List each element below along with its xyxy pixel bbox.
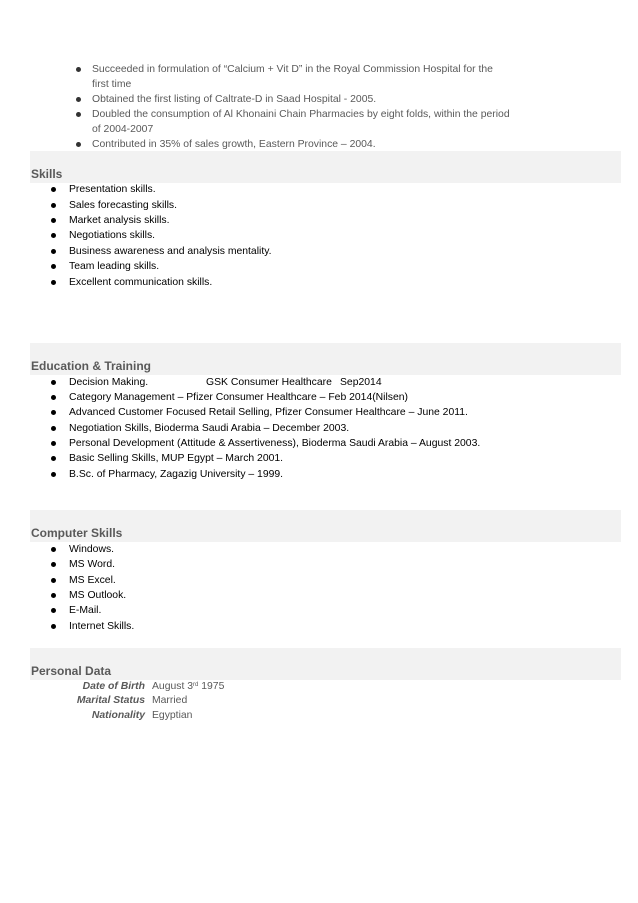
list-item: Personal Development (Attitude & Assertiveness), Bioderma Saudi Arabia – August 2003. xyxy=(69,438,481,449)
list-item: B.Sc. of Pharmacy, Zagazig University – 1999. xyxy=(69,469,284,480)
marital-status-value: Married xyxy=(152,695,188,706)
bullet-icon xyxy=(76,112,81,117)
bullet-icon xyxy=(51,472,56,477)
bullet-icon xyxy=(51,203,56,208)
list-item: Windows. xyxy=(69,544,115,555)
experience-item-line: Doubled the consumption of Al Khonaini Chain Pharmacies by eight folds, within the period xyxy=(92,109,510,120)
personal-data-section-band xyxy=(30,648,621,680)
bullet-icon xyxy=(51,456,56,461)
bullet-icon xyxy=(51,395,56,400)
bullet-icon xyxy=(51,441,56,446)
list-item: Excellent communication skills. xyxy=(69,277,213,288)
bullet-icon xyxy=(51,578,56,583)
nationality-value: Egyptian xyxy=(152,710,193,721)
list-item: Basic Selling Skills, MUP Egypt – March 2001. xyxy=(69,453,284,464)
bullet-icon xyxy=(76,67,81,72)
bullet-icon xyxy=(51,426,56,431)
marital-status-label: Marital Status xyxy=(76,695,145,706)
list-item: E-Mail. xyxy=(69,605,102,616)
experience-item-line: Obtained the first listing of Caltrate-D in Saad Hospital - 2005. xyxy=(92,94,377,105)
list-item: Advanced Customer Focused Retail Selling, Pfizer Consumer Healthcare – June 2011. xyxy=(69,407,468,418)
experience-item-line: first time xyxy=(92,79,132,90)
date-of-birth-year: 1975 xyxy=(201,681,225,692)
list-item: Sales forecasting skills. xyxy=(69,200,177,211)
bullet-icon xyxy=(51,593,56,598)
bullet-icon xyxy=(51,264,56,269)
date-of-birth-suffix: rd xyxy=(193,682,199,688)
education-date: Sep2014 xyxy=(340,377,382,388)
experience-item-line: Succeeded in formulation of “Calcium + Vit D” in the Royal Commission Hospital for the xyxy=(92,64,493,75)
list-item: MS Word. xyxy=(69,559,115,570)
bullet-icon xyxy=(76,97,81,102)
bullet-icon xyxy=(51,410,56,415)
list-item: MS Excel. xyxy=(69,575,116,586)
list-item: Category Management – Pfizer Consumer Healthcare – Feb 2014(Nilsen) xyxy=(69,392,409,403)
experience-item-line: Contributed in 35% of sales growth, Eastern Province – 2004. xyxy=(92,139,376,150)
date-of-birth-label: Date of Birth xyxy=(82,681,145,692)
bullet-icon xyxy=(51,608,56,613)
skills-heading: Skills xyxy=(31,167,63,181)
bullet-icon xyxy=(51,280,56,285)
list-item: Presentation skills. xyxy=(69,184,156,195)
education-course: Decision Making. xyxy=(69,377,149,388)
bullet-icon xyxy=(51,233,56,238)
bullet-icon xyxy=(51,624,56,629)
list-item: Negotiations skills. xyxy=(69,230,156,241)
bullet-icon xyxy=(51,218,56,223)
bullet-icon xyxy=(76,142,81,147)
list-item: Team leading skills. xyxy=(69,261,160,272)
personal-data-heading: Personal Data xyxy=(31,664,112,678)
date-of-birth-value xyxy=(152,679,224,694)
bullet-icon xyxy=(51,249,56,254)
bullet-icon xyxy=(51,547,56,552)
list-item: MS Outlook. xyxy=(69,590,127,601)
list-item: Negotiation Skills, Bioderma Saudi Arabia – December 2003. xyxy=(69,423,350,434)
date-of-birth-day: August 3 xyxy=(152,681,194,692)
bullet-icon xyxy=(51,562,56,567)
bullet-icon xyxy=(51,187,56,192)
skills-section-band xyxy=(30,151,621,183)
experience-item-line: of 2004-2007 xyxy=(92,124,154,135)
list-item: Market analysis skills. xyxy=(69,215,170,226)
list-item: Business awareness and analysis mentality. xyxy=(69,246,272,257)
nationality-label: Nationality xyxy=(91,710,145,721)
education-heading: Education & Training xyxy=(31,359,152,373)
bullet-icon xyxy=(51,380,56,385)
list-item: Internet Skills. xyxy=(69,621,135,632)
education-provider: GSK Consumer Healthcare xyxy=(206,377,332,388)
computer-skills-heading: Computer Skills xyxy=(31,526,123,540)
